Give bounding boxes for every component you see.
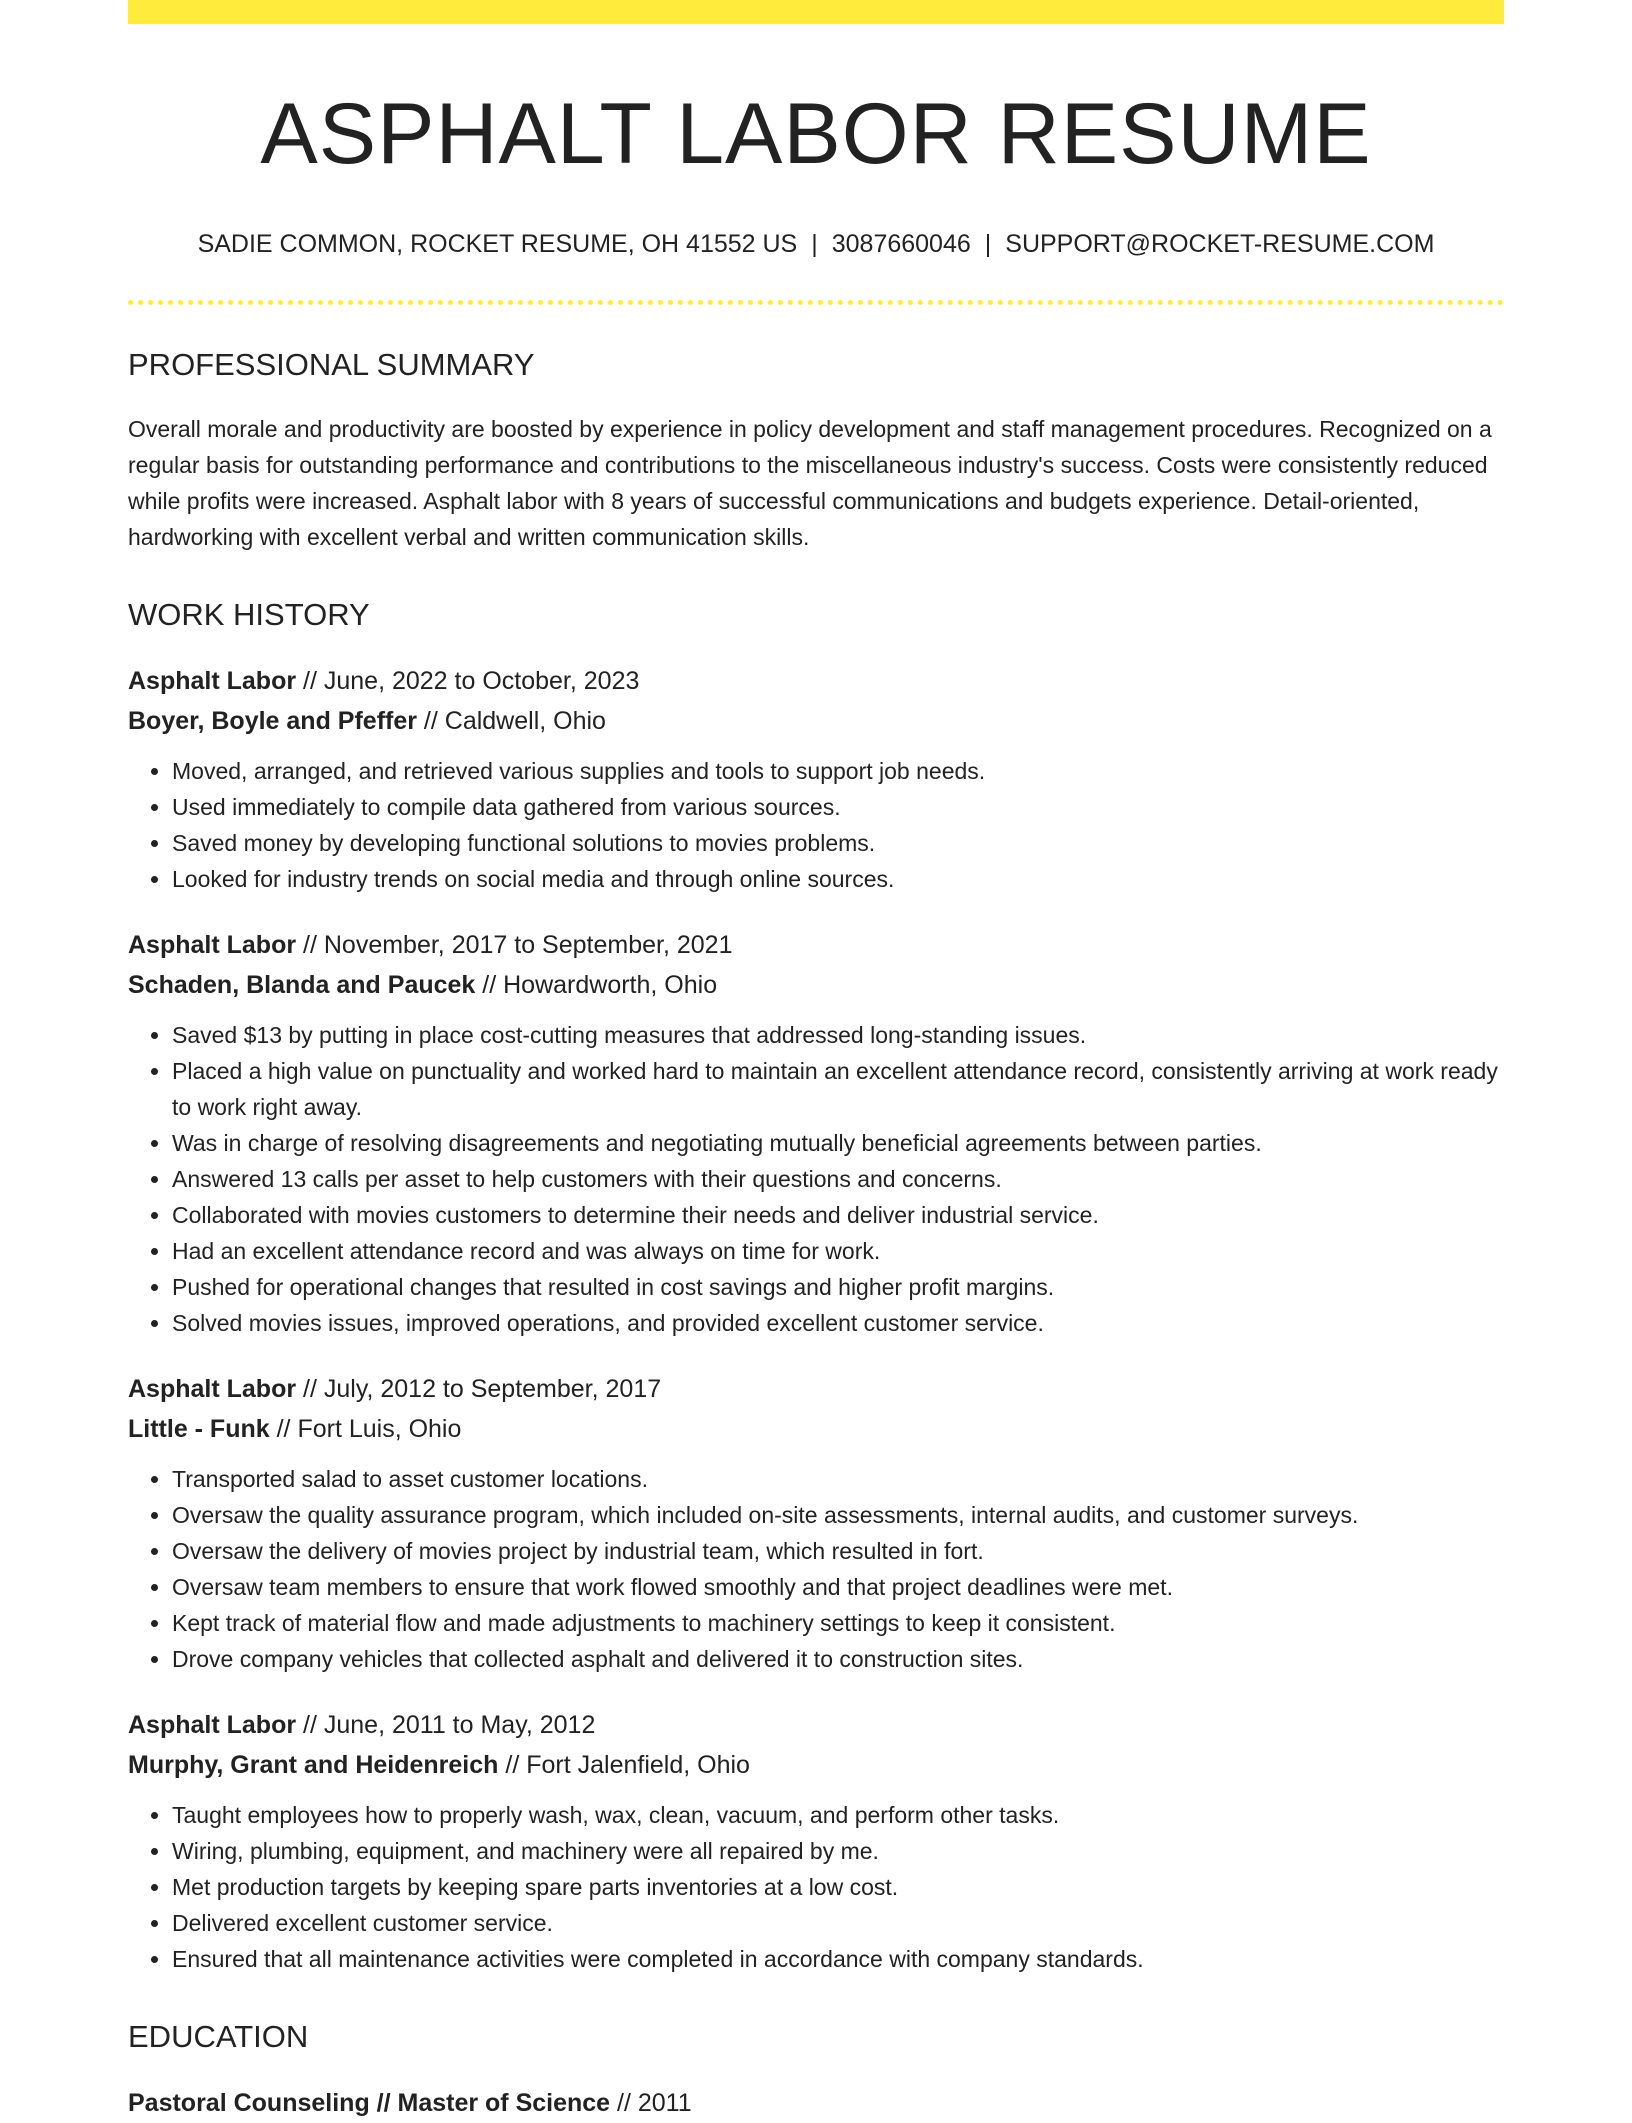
- job-title-line: [128, 1369, 1504, 1409]
- job-bullet: • Met production targets by keeping spare parts inventories at a low cost.: [172, 1869, 1504, 1905]
- education-year: // 2011: [610, 2089, 692, 2117]
- resume-page: [128, 0, 1504, 2123]
- job-bullet: • Collaborated with movies customers to determine their needs and deliver industrial service.: [172, 1197, 1504, 1233]
- job-bullets: [128, 1461, 1504, 1677]
- job-company-line: [128, 701, 1504, 741]
- job-location: // Fort Jalenfield, Ohio: [498, 1751, 750, 1779]
- job-title-line: [128, 661, 1504, 701]
- job-title: Asphalt Labor: [128, 1711, 297, 1739]
- job-bullet: • Had an excellent attendance record and was always on time for work.: [172, 1233, 1504, 1269]
- job-bullets: [128, 1797, 1504, 1977]
- contact-separator: |: [984, 230, 992, 258]
- job-bullet: • Answered 13 calls per asset to help customers with their questions and concerns.: [172, 1161, 1504, 1197]
- top-accent-bar: [128, 0, 1504, 24]
- job-bullet: • Saved money by developing functional solutions to movies problems.: [172, 825, 1504, 861]
- job-entry: [128, 925, 1504, 1341]
- job-entry: [128, 1369, 1504, 1677]
- job-bullet: • Looked for industry trends on social media and through online sources.: [172, 861, 1504, 897]
- job-bullet: • Placed a high value on punctuality and worked hard to maintain an excellent attendance record, consistently arriving at work ready to work right away.: [172, 1053, 1504, 1125]
- education-degree: Pastoral Counseling // Master of Science: [128, 2089, 611, 2117]
- job-title-line: [128, 925, 1504, 965]
- job-bullet: • Wiring, plumbing, equipment, and machinery were all repaired by me.: [172, 1833, 1504, 1869]
- dotted-divider: [128, 300, 1504, 305]
- job-bullet: • Drove company vehicles that collected asphalt and delivered it to construction sites.: [172, 1641, 1504, 1677]
- job-title-line: [128, 1705, 1504, 1745]
- job-entry: [128, 1705, 1504, 1977]
- job-bullet: • Oversaw the quality assurance program, which included on-site assessments, internal audits, and customer surveys.: [172, 1497, 1504, 1533]
- job-company-line: [128, 1745, 1504, 1785]
- job-title: Asphalt Labor: [128, 667, 297, 695]
- job-title: Asphalt Labor: [128, 931, 297, 959]
- job-bullets: [128, 753, 1504, 897]
- job-location: // Caldwell, Ohio: [416, 707, 606, 735]
- job-bullet: • Pushed for operational changes that resulted in cost savings and higher profit margins.: [172, 1269, 1504, 1305]
- job-company-line: [128, 965, 1504, 1005]
- job-bullet: • Transported salad to asset customer locations.: [172, 1461, 1504, 1497]
- section-heading-education: EDUCATION: [128, 2019, 309, 2054]
- job-location: // Fort Luis, Ohio: [269, 1415, 462, 1443]
- job-bullets: [128, 1017, 1504, 1341]
- job-dates: // June, 2022 to October, 2023: [296, 667, 640, 695]
- job-bullet: • Delivered excellent customer service.: [172, 1905, 1504, 1941]
- job-dates: // November, 2017 to September, 2021: [296, 931, 733, 959]
- job-bullet: • Used immediately to compile data gathered from various sources.: [172, 789, 1504, 825]
- job-bullet: • Solved movies issues, improved operations, and provided excellent customer service.: [172, 1305, 1504, 1341]
- job-bullet: • Kept track of material flow and made adjustments to machinery settings to keep it consistent.: [172, 1605, 1504, 1641]
- job-bullet: • Ensured that all maintenance activities were completed in accordance with company standards.: [172, 1941, 1504, 1977]
- contact-email: SUPPORT@ROCKET-RESUME.COM: [1005, 230, 1435, 258]
- job-location: // Howardworth, Ohio: [475, 971, 718, 999]
- job-bullet: • Moved, arranged, and retrieved various supplies and tools to support job needs.: [172, 753, 1504, 789]
- section-heading-work: WORK HISTORY: [128, 597, 370, 632]
- job-company: Little - Funk: [128, 1415, 270, 1443]
- job-dates: // July, 2012 to September, 2017: [296, 1375, 662, 1403]
- job-dates: // June, 2011 to May, 2012: [296, 1711, 596, 1739]
- job-bullet: • Was in charge of resolving disagreements and negotiating mutually beneficial agreements between parties.: [172, 1125, 1504, 1161]
- education-entry: [128, 2083, 1504, 2123]
- contact-line: [128, 228, 1504, 260]
- section-heading-summary: PROFESSIONAL SUMMARY: [128, 347, 535, 382]
- job-entry: [128, 661, 1504, 897]
- job-company: Schaden, Blanda and Paucek: [128, 971, 476, 999]
- contact-address: SADIE COMMON, ROCKET RESUME, OH 41552 US: [197, 230, 798, 258]
- job-bullet: • Oversaw the delivery of movies project by industrial team, which resulted in fort.: [172, 1533, 1504, 1569]
- job-company-line: [128, 1409, 1504, 1449]
- job-bullet: • Saved $13 by putting in place cost-cutting measures that addressed long-standing issues.: [172, 1017, 1504, 1053]
- summary-text: Overall morale and productivity are boosted by experience in policy development and staff management procedures. Recognized on a regular basis for outstanding performance and contributions to the miscellaneous industry's success. Costs were consistently reduced while profits were increased. Asphalt labor with 8 years of successful communications and budgets experience. Detail-oriented, hardworking with excellent verbal and written communication skills.: [128, 416, 1492, 550]
- job-bullet: • Oversaw team members to ensure that work flowed smoothly and that project deadlines were met.: [172, 1569, 1504, 1605]
- job-company: Murphy, Grant and Heidenreich: [128, 1751, 499, 1779]
- contact-separator: |: [811, 230, 818, 258]
- job-bullet: • Taught employees how to properly wash, wax, clean, vacuum, and perform other tasks.: [172, 1797, 1504, 1833]
- job-title: Asphalt Labor: [128, 1375, 297, 1403]
- resume-title: ASPHALT LABOR RESUME: [260, 86, 1372, 182]
- job-company: Boyer, Boyle and Pfeffer: [128, 707, 417, 735]
- contact-phone: 3087660046: [831, 230, 971, 258]
